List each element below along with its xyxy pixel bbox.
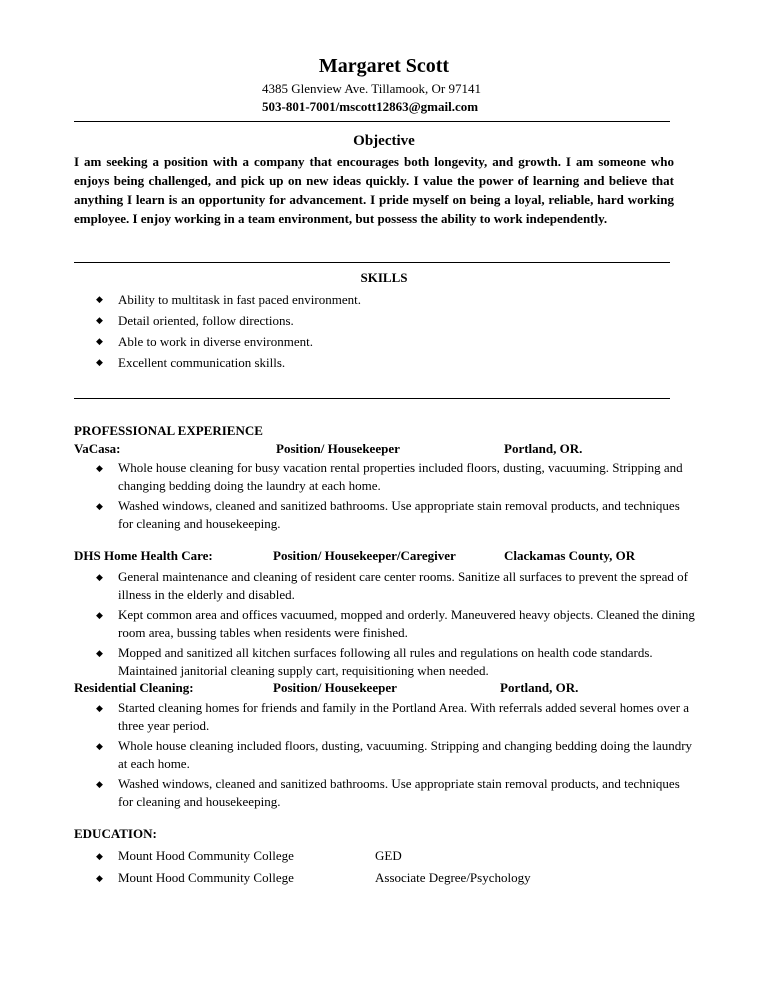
objective-heading: Objective bbox=[353, 133, 415, 149]
diamond-bullet-icon: ◆ bbox=[96, 294, 103, 304]
job-duties bbox=[96, 459, 696, 535]
list-item bbox=[96, 775, 696, 811]
location: Portland, OR. bbox=[500, 680, 579, 695]
objective-text: I am seeking a position with a company that encourages both longevity, and growth. I am someone who enjoys being challenged, and pick up on new ideas quickly. I value the power of learning and believe that anything I learn is an opportunity for advancement. I pride myself on being a loyal, reliable, hard working employee. I enjoy working in a team environment, but possess the ability to work independently. bbox=[74, 154, 674, 226]
location: Portland, OR. bbox=[504, 441, 583, 456]
duty-text: Mopped and sanitized all kitchen surfaces following all rules and regulations on health code standards. Maintained janitorial cleaning supply cart, requisitioning when needed. bbox=[118, 645, 653, 678]
school-name: Mount Hood Community College bbox=[118, 848, 294, 863]
job-duties bbox=[96, 699, 696, 813]
diamond-bullet-icon: ◆ bbox=[96, 357, 103, 367]
degree: GED bbox=[375, 848, 402, 863]
divider bbox=[74, 398, 670, 399]
diamond-bullet-icon: ◆ bbox=[96, 336, 103, 346]
job-duties bbox=[96, 568, 696, 682]
employer: Residential Cleaning: bbox=[74, 680, 194, 695]
candidate-name: Margaret Scott bbox=[318, 55, 450, 77]
diamond-bullet-icon: ◆ bbox=[96, 851, 103, 861]
diamond-bullet-icon: ◆ bbox=[96, 463, 103, 473]
job-header bbox=[74, 548, 694, 566]
duty-text: Whole house cleaning for busy vacation rental properties included floors, dusting, vacuuming. Stripping and changing bedding doing the laundry at each home. bbox=[118, 460, 683, 493]
duty-text: General maintenance and cleaning of resident care center rooms. Sanitize all surfaces to prevent the spread of illness in the elderly and disabled. bbox=[118, 569, 688, 602]
job-header bbox=[74, 441, 694, 459]
duty-text: Started cleaning homes for friends and family in the Portland Area. With referrals added several homes over a three year period. bbox=[118, 700, 690, 733]
degree: Associate Degree/Psychology bbox=[375, 870, 531, 885]
list-item bbox=[96, 867, 531, 889]
position: Position/ Housekeeper bbox=[276, 441, 400, 456]
duty-text: Washed windows, cleaned and sanitized bathrooms. Use appropriate stain removal products, and techniques for cleaning and housekeeping. bbox=[118, 498, 680, 531]
diamond-bullet-icon: ◆ bbox=[96, 648, 103, 658]
diamond-bullet-icon: ◆ bbox=[96, 610, 103, 620]
duty-text: Whole house cleaning included floors, dusting, vacuuming. Stripping and changing bedding doing the laundry at each home. bbox=[118, 738, 693, 771]
education-list bbox=[96, 845, 531, 889]
diamond-bullet-icon: ◆ bbox=[96, 779, 103, 789]
list-item bbox=[96, 331, 361, 352]
list-item bbox=[96, 606, 696, 642]
job-header bbox=[74, 680, 694, 698]
list-item bbox=[96, 699, 696, 735]
duty-text: Washed windows, cleaned and sanitized bathrooms. Use appropriate stain removal products, and techniques for cleaning and housekeeping. bbox=[118, 776, 680, 809]
diamond-bullet-icon: ◆ bbox=[96, 501, 103, 511]
list-item bbox=[96, 497, 696, 533]
list-item bbox=[96, 459, 696, 495]
position: Position/ Housekeeper bbox=[273, 680, 397, 695]
skill-text: Able to work in diverse environment. bbox=[118, 334, 313, 349]
employer: VaCasa: bbox=[74, 441, 121, 456]
diamond-bullet-icon: ◆ bbox=[96, 572, 103, 582]
experience-heading: PROFESSIONAL EXPERIENCE bbox=[74, 423, 263, 438]
location: Clackamas County, OR bbox=[504, 548, 636, 563]
list-item bbox=[96, 310, 361, 331]
list-item bbox=[96, 644, 696, 680]
contact-info: 503-801-7001/mscott12863@gmail.com bbox=[262, 99, 479, 114]
list-item bbox=[96, 568, 696, 604]
position: Position/ Housekeeper/Caregiver bbox=[273, 548, 456, 563]
diamond-bullet-icon: ◆ bbox=[96, 703, 103, 713]
school-name: Mount Hood Community College bbox=[118, 870, 294, 885]
address: 4385 Glenview Ave. Tillamook, Or 97141 bbox=[262, 81, 481, 96]
diamond-bullet-icon: ◆ bbox=[96, 873, 103, 883]
list-item bbox=[96, 352, 361, 373]
list-item bbox=[96, 289, 361, 310]
skill-text: Ability to multitask in fast paced environment. bbox=[118, 292, 361, 307]
skill-text: Excellent communication skills. bbox=[118, 355, 286, 370]
employer: DHS Home Health Care: bbox=[74, 548, 213, 563]
divider bbox=[74, 121, 670, 122]
skills-list bbox=[96, 289, 361, 373]
diamond-bullet-icon: ◆ bbox=[96, 741, 103, 751]
diamond-bullet-icon: ◆ bbox=[96, 315, 103, 325]
duty-text: Kept common area and offices vacuumed, mopped and orderly. Maneuvered heavy objects. Cleaned the dining room area, bussing tables when residents were finished. bbox=[118, 607, 695, 640]
list-item bbox=[96, 845, 531, 867]
skills-heading: SKILLS bbox=[360, 270, 408, 285]
education-heading: EDUCATION: bbox=[74, 826, 157, 841]
divider bbox=[74, 262, 670, 263]
list-item bbox=[96, 737, 696, 773]
skill-text: Detail oriented, follow directions. bbox=[118, 313, 294, 328]
